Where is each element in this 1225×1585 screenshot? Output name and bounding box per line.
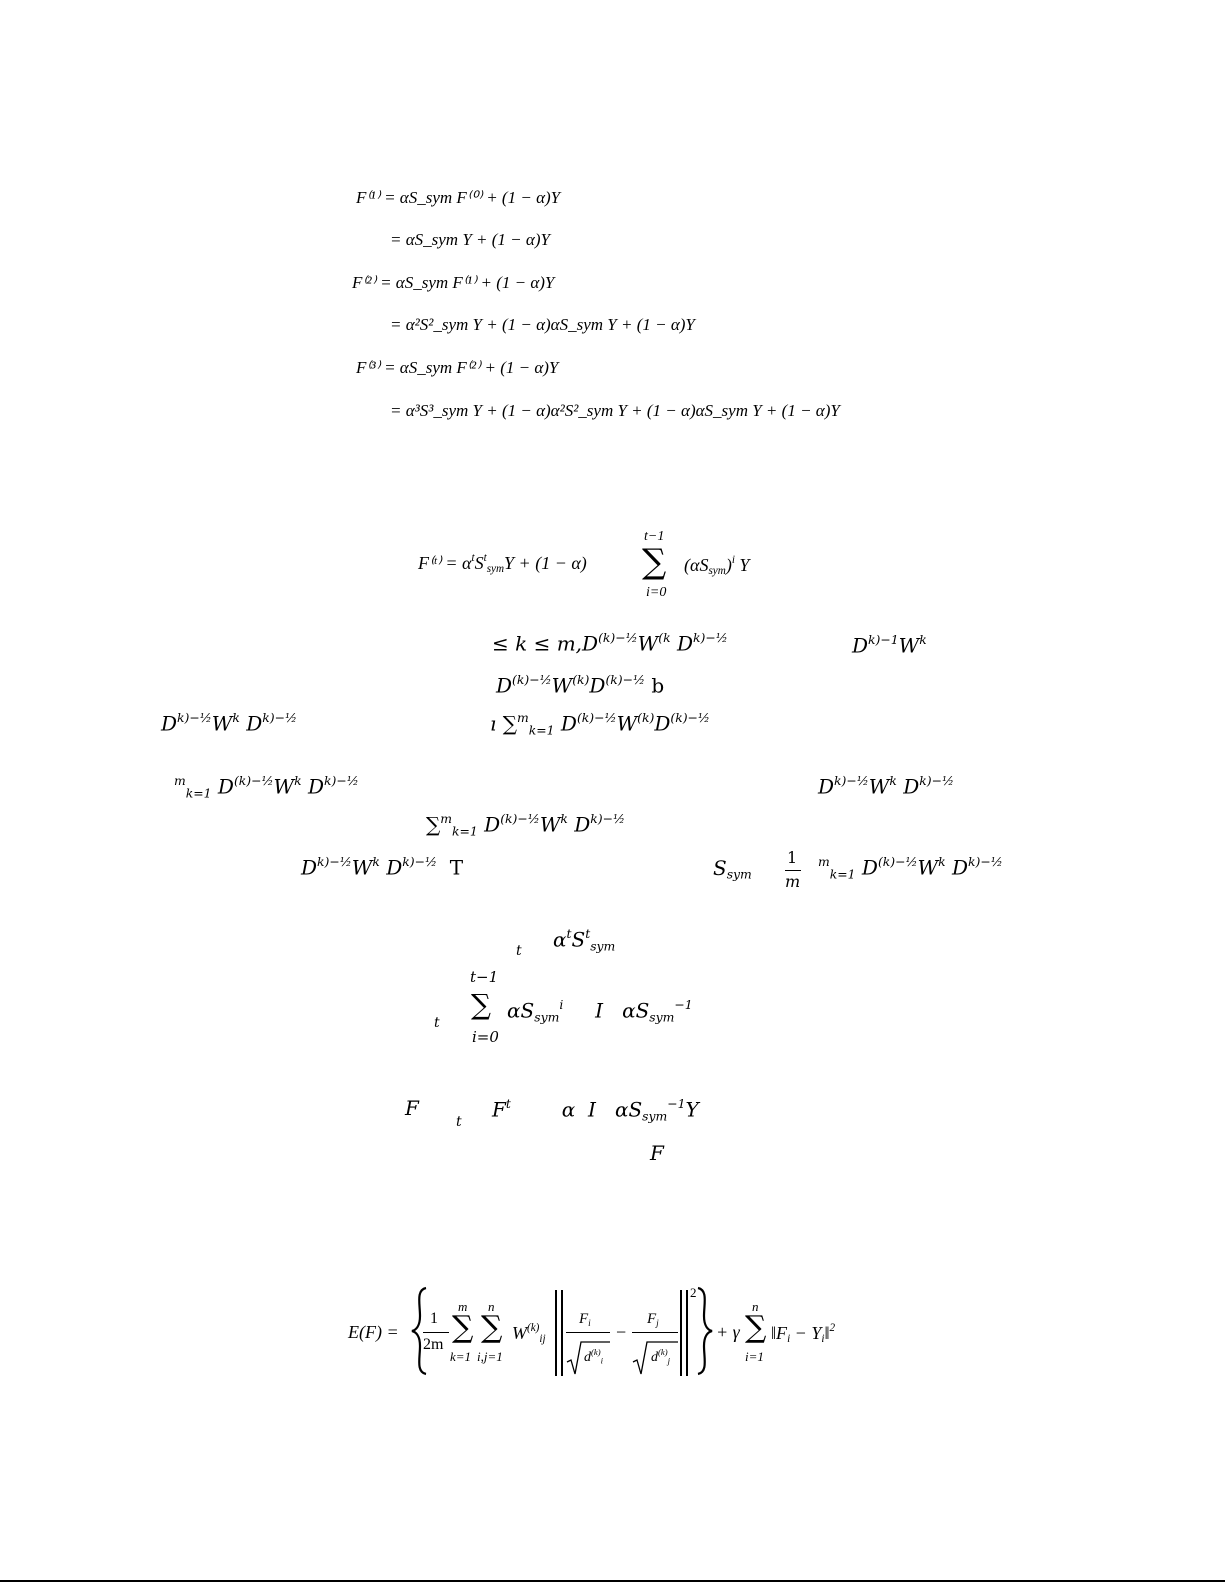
sum-sign-icon-4: ∑: [481, 1310, 503, 1345]
energy-minus: −: [616, 1322, 627, 1342]
sum-sign-icon: ∑: [642, 542, 667, 582]
eq-f2: F⁽²⁾ = αS_sym F⁽¹⁾ + (1 − α)Y: [352, 273, 555, 292]
energy-frac-den: 2m: [423, 1336, 444, 1353]
fraction-bar: [785, 870, 801, 871]
frag-1: ≤ $k \le m,D^{(k)-\frac{1}{2}}W^{(k}$ $D^{k)-\frac{1}{2}}$: [492, 630, 728, 656]
left-brace-icon: [410, 1286, 430, 1376]
g2-expr: $\alpha S_{sym}^i$ I $\alpha S_{sym}^{-1}$: [507, 997, 693, 1025]
energy-frac-bar: [423, 1332, 449, 1333]
g2-upper: t−1: [470, 968, 499, 986]
energy-W: $W^{(k)}_{ij}$: [512, 1322, 546, 1346]
energy-frac-bar-i: [566, 1332, 610, 1333]
norm-bar-right-2: [686, 1290, 688, 1376]
g1-t: t: [516, 943, 522, 959]
energy-Fj: $F_j$: [647, 1311, 659, 1329]
frag-9: $D^{k)-\frac{1}{2}}W^k$ $D^{k)-\frac{1}{2}}$ T: [301, 854, 464, 880]
energy-frac-bar-j: [632, 1332, 678, 1333]
energy-dj: $d^{(k)}_j$: [651, 1347, 671, 1366]
energy-sum1-top: m: [458, 1299, 468, 1314]
energy-sum1-bot: k=1: [450, 1349, 472, 1364]
g2-lower: i=0: [472, 1028, 499, 1046]
norm-bar-left-2: [561, 1290, 563, 1376]
bottom-border: [0, 1580, 1225, 1582]
sum-sign-icon-2: ∑: [471, 988, 491, 1021]
norm-bar-right-1: [680, 1290, 682, 1376]
eq-f3: F⁽³⁾ = αS_sym F⁽²⁾ + (1 − α)Y: [356, 358, 559, 377]
frag-5: ı ∑$^m_{k=1}$ $D^{(k)-\frac{1}{2}}W^{(k)}D^{(k)-\frac{1}{2}}$: [490, 710, 710, 738]
h2-F: F: [650, 1141, 664, 1165]
gen-sum-lower: i=0: [646, 585, 667, 600]
energy-sum2-bot: i,j=1: [477, 1349, 503, 1364]
energy-sum3-top: n: [752, 1299, 759, 1314]
frag-10: $S_{sym}$: [713, 856, 752, 882]
energy-di: $d^{(k)}_i$: [584, 1347, 604, 1366]
frag-2: $D^{k)-1}W^k$: [852, 632, 927, 658]
eq-f1-expand: = αS_sym Y + (1 − α)Y: [390, 230, 550, 249]
frag-10-den: m: [785, 872, 801, 891]
h1-t: t: [456, 1114, 462, 1130]
g1-expr: $\alpha^tS^t_{sym}$: [553, 926, 616, 954]
energy-frac-num: 1: [430, 1310, 438, 1327]
gen-sum-upper: t−1: [644, 529, 665, 544]
frag-7: $D^{k)-\frac{1}{2}}W^k$ $D^{k)-\frac{1}{2}}$: [818, 773, 955, 799]
energy-Fi: $F_i$: [579, 1311, 591, 1329]
h1-F: F: [405, 1096, 419, 1120]
gen-term: $(\alpha S_{sym})^i$ Y: [684, 554, 750, 578]
norm-bar-left-1: [555, 1290, 557, 1376]
energy-norm: $‖F_i$ − $Y_i‖^2$: [771, 1322, 836, 1346]
frag-6: $^m_{k=1}$ $D^{(k)-\frac{1}{2}}W^k$ $D^{k)-\frac{1}{2}}$: [174, 773, 359, 801]
g2-t: t: [434, 1015, 440, 1031]
energy-sum2-top: n: [488, 1299, 495, 1314]
right-brace-icon: [694, 1286, 714, 1376]
eq-f1: F⁽¹⁾ = αS_sym F⁽⁰⁾ + (1 − α)Y: [356, 188, 561, 207]
frag-3: $D^{(k)-\frac{1}{2}}W^{(k)}D^{(k)-\frac{1}{2}}$ b: [496, 672, 665, 698]
eq-f3-expand: = α³S³_sym Y + (1 − α)α²S²_sym Y + (1 − α)αS_sym Y + (1 − α)Y: [390, 401, 840, 420]
frag-10-sum: $^m_{k=1}$ $D^{(k)-\frac{1}{2}}W^k$ $D^{k)-\frac{1}{2}}$: [818, 854, 1003, 882]
eq-f2-expand: = α²S²_sym Y + (1 − α)αS_sym Y + (1 − α)Y: [390, 315, 695, 334]
energy-plus-gamma: + γ: [716, 1322, 740, 1342]
energy-lhs: E(F) =: [348, 1322, 399, 1342]
h1-expr: $F^t$ α I $\alpha S_{sym}^{-1}Y$: [492, 1096, 699, 1124]
sum-sign-icon-5: ∑: [745, 1310, 767, 1345]
energy-sq: 2: [690, 1285, 697, 1300]
energy-sum3-bot: i=1: [745, 1349, 764, 1364]
frag-8: ∑$^m_{k=1}$ $D^{(k)-\frac{1}{2}}W^k$ $D^{k)-\frac{1}{2}}$: [426, 811, 626, 839]
frag-4: $D^{k)-\frac{1}{2}}W^k$ $D^{k)-\frac{1}{2}}$: [161, 710, 298, 736]
frag-10-num: 1: [787, 848, 798, 867]
gen-lhs: F⁽ᵗ⁾ = $\alpha^tS^t_{sym}Y + (1 - \alpha)$: [418, 552, 587, 576]
sum-sign-icon-3: ∑: [452, 1310, 474, 1345]
